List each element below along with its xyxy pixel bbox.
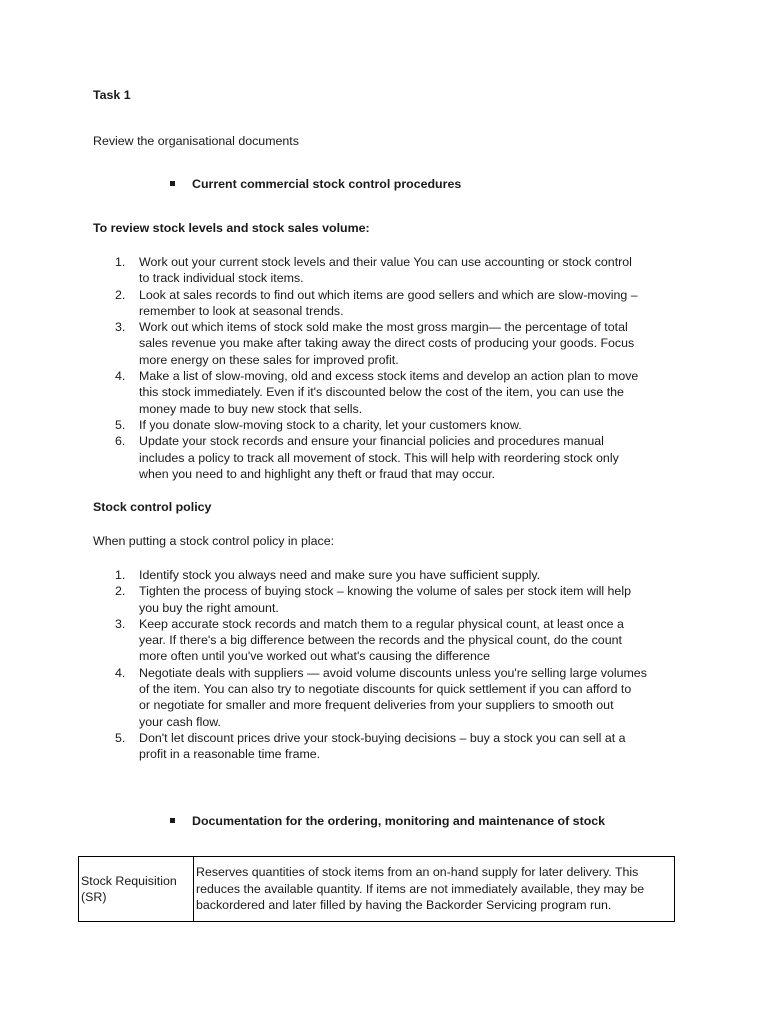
bullet-text: Current commercial stock control procedures	[192, 177, 462, 191]
list-number: 2.	[115, 584, 126, 599]
line: profit in a reasonable time frame.	[139, 747, 321, 762]
section-heading-review: To review stock levels and stock sales volume:	[93, 221, 370, 235]
line: to track individual stock items.	[139, 271, 304, 286]
list-number: 2.	[115, 287, 126, 302]
list-number: 5.	[115, 730, 126, 745]
line: when you need to and highlight any theft or fraud that may occur.	[139, 466, 496, 481]
line: includes a policy to track all movement of stock. This will help with reordering stock only	[139, 450, 619, 465]
line: Make a list of slow-moving, old and excess stock items and develop an action plan to move	[139, 369, 639, 384]
line: more energy on these sales for improved profit.	[139, 352, 399, 367]
list-item	[93, 616, 668, 665]
list-number: 5.	[115, 417, 126, 432]
table-row	[79, 857, 675, 922]
line: or negotiate for smaller and more frequent deliveries from your suppliers to smooth out	[139, 698, 614, 713]
line: remember to look at seasonal trends.	[139, 303, 344, 318]
policy-intro: When putting a stock control policy in place:	[93, 534, 335, 548]
list-item	[93, 567, 668, 583]
list-number: 4.	[115, 369, 126, 384]
line: Stock Requisition	[81, 873, 177, 888]
list-item	[93, 417, 668, 433]
list-number: 4.	[115, 665, 126, 680]
line: (SR)	[81, 890, 107, 904]
list-number: 1.	[115, 568, 126, 582]
page-title: Task 1	[93, 88, 131, 102]
line: money made to buy new stock that sells.	[139, 401, 363, 416]
line: Work out which items of stock sold make the most gross margin— the percentage of total	[139, 320, 628, 335]
review-steps-list	[93, 254, 668, 482]
square-bullet-icon	[170, 181, 175, 186]
list-item	[93, 730, 668, 763]
list-item	[93, 254, 668, 287]
list-number: 6.	[115, 434, 126, 449]
bullet-text: Documentation for the ordering, monitoring and maintenance of stock	[192, 814, 606, 828]
line: sales revenue you make after taking away the direct costs of producing your goods. Focus	[139, 336, 635, 351]
line: Look at sales records to find out which items are good sellers and which are slow-moving –	[139, 287, 638, 302]
line: year. If there's a big difference between the records and the physical count, do the count	[139, 633, 622, 648]
line: Update your stock records and ensure your financial policies and procedures manual	[139, 434, 604, 449]
line: Work out your current stock levels and their value You can use accounting or stock control	[139, 255, 632, 269]
line: more often until you've worked out what's causing the difference	[139, 649, 490, 664]
section-heading-policy: Stock control policy	[93, 500, 212, 514]
line: backordered and later filled by having the Backorder Servicing program run.	[196, 898, 612, 913]
line: Keep accurate stock records and match them to a regular physical count, at least once a	[139, 616, 624, 631]
review-intro: Review the organisational documents	[93, 134, 299, 148]
square-bullet-icon	[170, 818, 175, 823]
table-cell-term	[79, 857, 194, 922]
line: Identify stock you always need and make sure you have sufficient supply.	[139, 568, 541, 582]
documentation-table	[78, 856, 675, 922]
line: Don't let discount prices drive your stock-buying decisions – buy a stock you can sell at a	[139, 730, 626, 745]
line: Reserves quantities of stock items from an on-hand supply for later delivery. This	[196, 865, 639, 880]
list-item	[93, 368, 668, 417]
policy-steps-list	[93, 567, 668, 763]
line: you buy the right amount.	[139, 600, 279, 615]
bullet-item-documentation	[170, 814, 605, 828]
line: this stock immediately. Even if it's discounted below the cost of the item, you can use the	[139, 385, 624, 400]
line: If you donate slow-moving stock to a charity, let your customers know.	[139, 417, 522, 432]
list-item	[93, 319, 668, 368]
list-number: 3.	[115, 320, 126, 335]
line: of the item. You can also try to negotiate discounts for quick settlement if you can afford to	[139, 682, 632, 697]
line: your cash flow.	[139, 714, 221, 729]
list-item	[93, 287, 668, 320]
table-cell-description	[194, 857, 675, 922]
list-item	[93, 665, 668, 730]
list-number: 1.	[115, 255, 126, 269]
list-item	[93, 433, 668, 482]
bullet-item-procedures	[170, 177, 461, 191]
list-item	[93, 583, 668, 616]
line: reduces the available quantity. If items are not immediately available, they may be	[196, 881, 645, 896]
list-number: 3.	[115, 616, 126, 631]
line: Negotiate deals with suppliers — avoid volume discounts unless you're selling large volumes	[139, 665, 647, 680]
line: Tighten the process of buying stock – knowing the volume of sales per stock item will help	[139, 584, 631, 599]
